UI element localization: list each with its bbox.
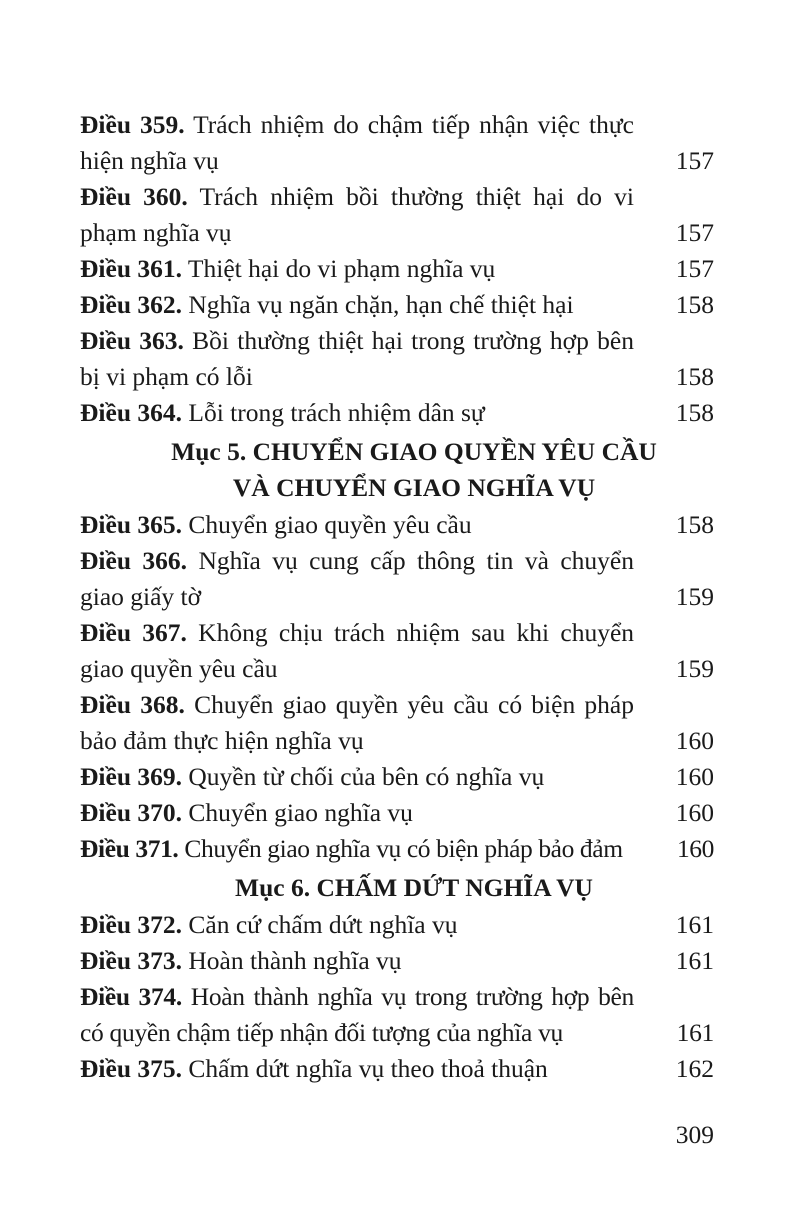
toc-entry-365 — [80, 507, 714, 543]
article-label: Điều 371. — [80, 834, 179, 863]
folio-page-number: 309 — [675, 1120, 714, 1149]
toc-entry-370 — [80, 795, 714, 831]
toc-entry-363 — [80, 323, 714, 395]
article-label: Điều 365. — [80, 510, 182, 539]
page-number: 159 — [675, 582, 714, 611]
toc-entry-367 — [80, 615, 714, 687]
article-label: Điều 364. — [80, 398, 182, 427]
page-number: 160 — [676, 834, 714, 863]
page-number: 161 — [675, 910, 714, 939]
page-number: 161 — [675, 946, 714, 975]
article-title: Hoàn thành nghĩa vụ trong trường hợp bên có quyền chậm tiếp nhận đối tượng của nghĩa vụ — [80, 982, 634, 1047]
table-of-contents — [80, 107, 714, 1087]
article-label: Điều 370. — [80, 798, 182, 827]
article-title: Chuyển giao nghĩa vụ — [182, 798, 413, 827]
toc-entry-375 — [80, 1051, 714, 1087]
page-number: 159 — [675, 654, 714, 683]
page-number: 157 — [675, 254, 714, 283]
page-number: 158 — [675, 398, 714, 427]
toc-entry-369 — [80, 759, 714, 795]
article-label: Điều 360. — [80, 182, 188, 211]
page-number: 157 — [675, 146, 714, 175]
article-label: Điều 368. — [80, 690, 185, 719]
article-title: Chấm dứt nghĩa vụ theo thoả thuận — [182, 1054, 548, 1083]
toc-entry-371 — [80, 831, 714, 867]
article-title: Không chịu trách nhiệm sau khi chuyển giao quyền yêu cầu — [80, 618, 635, 683]
toc-entry-373 — [80, 943, 714, 979]
section-heading-5 — [80, 434, 714, 506]
page-number: 160 — [675, 726, 714, 755]
section-heading-line: VÀ CHUYỂN GIAO NGHĨA VỤ — [232, 473, 596, 502]
article-label: Điều 363. — [80, 326, 184, 355]
article-title: Chuyển giao quyền yêu cầu — [182, 510, 472, 539]
article-title: Thiệt hại do vi phạm nghĩa vụ — [182, 254, 496, 283]
article-label: Điều 372. — [80, 910, 182, 939]
toc-entry-372 — [80, 907, 714, 943]
page-number: 162 — [675, 1054, 714, 1083]
article-label: Điều 361. — [80, 254, 182, 283]
toc-entry-362 — [80, 287, 714, 323]
article-label: Điều 373. — [80, 946, 182, 975]
toc-entry-374 — [80, 979, 714, 1051]
page-number: 161 — [676, 1018, 714, 1047]
page-number: 160 — [675, 798, 714, 827]
toc-entry-368 — [80, 687, 714, 759]
article-label: Điều 362. — [80, 290, 182, 319]
article-title: Trách nhiệm do chậm tiếp nhận việc thực hiện nghĩa vụ — [80, 110, 634, 175]
article-title: Hoàn thành nghĩa vụ — [182, 946, 402, 975]
section-heading-line: Mục 6. CHẤM DỨT NGHĨA VỤ — [235, 873, 593, 902]
article-title: Chuyển giao nghĩa vụ có biện pháp bảo đảm — [178, 834, 623, 863]
toc-entry-360 — [80, 179, 714, 251]
page-number: 158 — [675, 362, 714, 391]
toc-entry-364 — [80, 395, 714, 431]
article-title: Trách nhiệm bồi thường thiệt hại do vi phạm nghĩa vụ — [80, 182, 634, 247]
article-title: Nghĩa vụ ngăn chặn, hạn chế thiệt hại — [182, 290, 574, 319]
page-number: 158 — [675, 290, 714, 319]
article-label: Điều 375. — [80, 1054, 182, 1083]
section-heading-line: Mục 5. CHUYỂN GIAO QUYỀN YÊU CẦU — [171, 437, 657, 466]
toc-entry-359 — [80, 107, 714, 179]
article-title: Quyền từ chối của bên có nghĩa vụ — [182, 762, 545, 791]
article-title: Lỗi trong trách nhiệm dân sự — [182, 398, 485, 427]
page-number: 157 — [675, 218, 714, 247]
article-label: Điều 369. — [80, 762, 182, 791]
article-title: Chuyển giao quyền yêu cầu có biện pháp bảo đảm thực hiện nghĩa vụ — [80, 690, 634, 755]
section-heading-6 — [80, 870, 714, 906]
toc-entry-361 — [80, 251, 714, 287]
article-label: Điều 359. — [80, 110, 185, 139]
article-label: Điều 374. — [80, 982, 182, 1011]
page-number: 158 — [675, 510, 714, 539]
article-title: Căn cứ chấm dứt nghĩa vụ — [182, 910, 458, 939]
article-title: Nghĩa vụ cung cấp thông tin và chuyển giao giấy tờ — [80, 546, 635, 611]
article-label: Điều 367. — [80, 618, 187, 647]
article-title: Bồi thường thiệt hại trong trường hợp bên bị vi phạm có lỗi — [80, 326, 634, 391]
page-number: 160 — [675, 762, 714, 791]
article-label: Điều 366. — [80, 546, 188, 575]
toc-entry-366 — [80, 543, 714, 615]
